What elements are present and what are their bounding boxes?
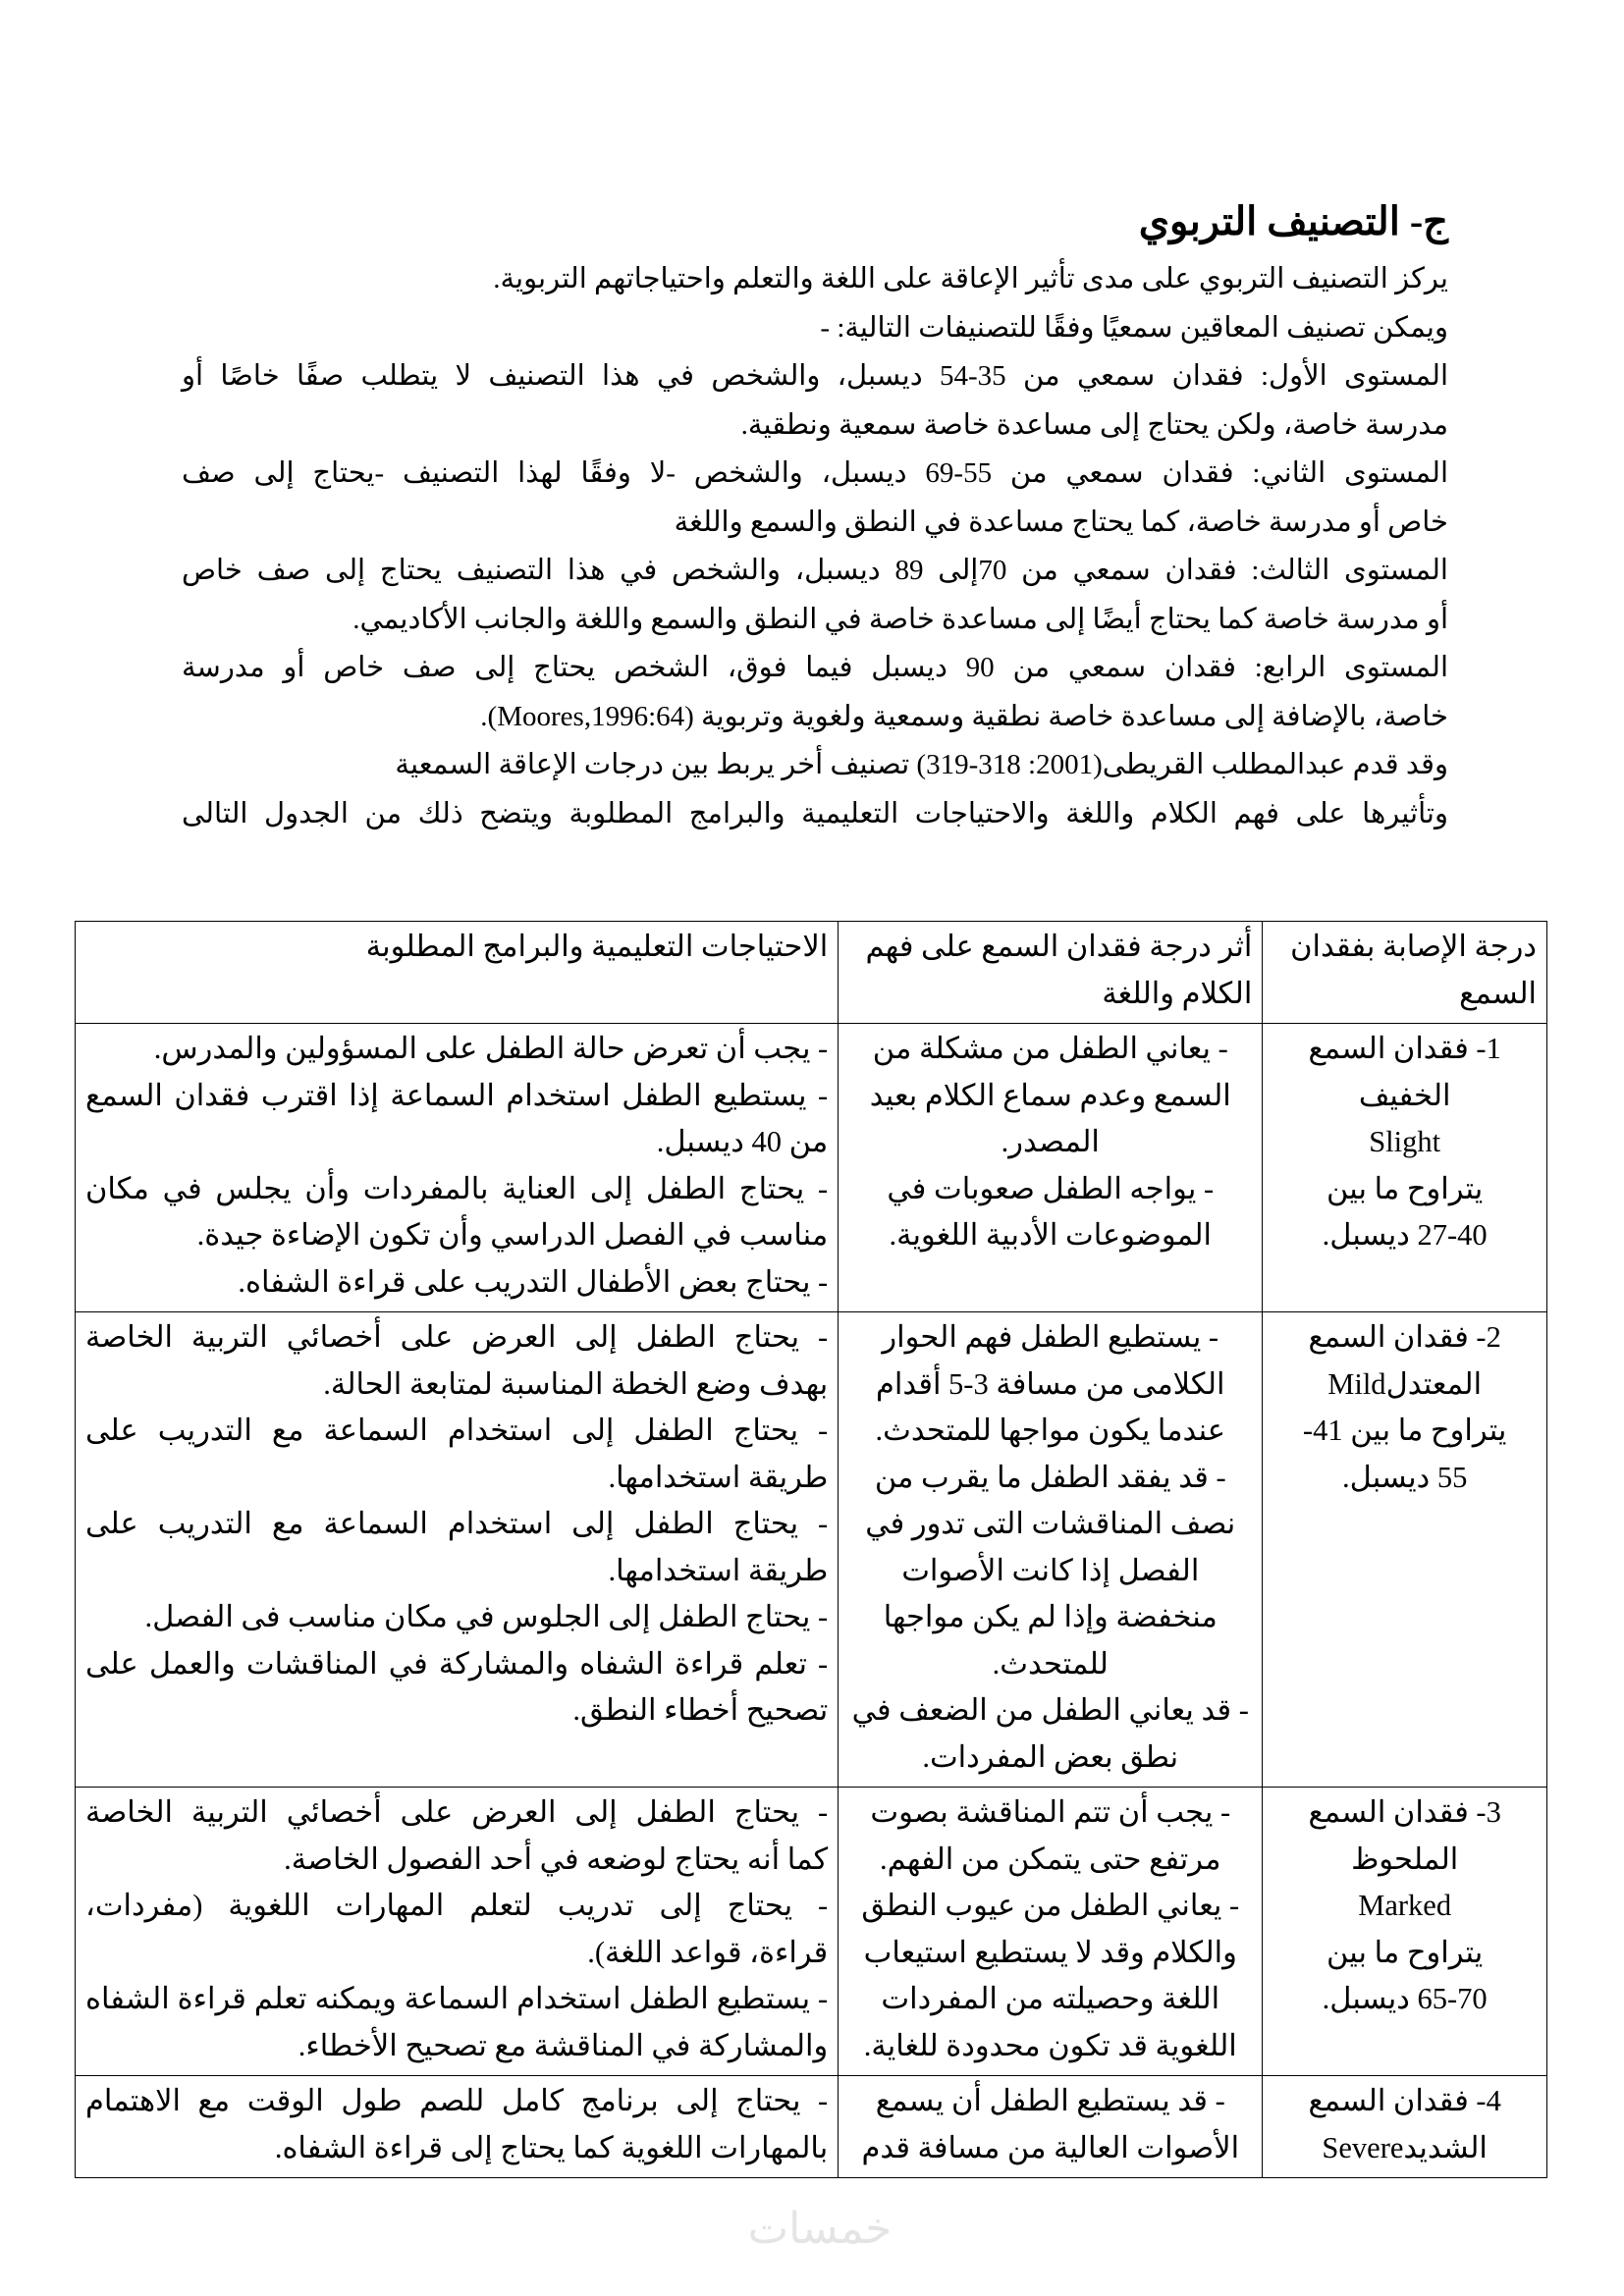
table-cell-needs: - يحتاج إلى برنامج كامل للصم طول الوقت مع الاهتمام بالمهارات اللغوية كما يحتاج إلى قراءة الشفاه. <box>76 2076 839 2178</box>
table-row <box>76 2076 1547 2178</box>
paragraph-line: أو مدرسة خاصة كما يحتاج أيضًا إلى مساعدة خاصة في النطق والسمع واللغة والجانب الأكاديمي. <box>352 603 1448 635</box>
table-cell-needs: - يجب أن تعرض حالة الطفل على المسؤولين والمدرس. - يستطيع الطفل استخدام السماعة إذا اقترب فقدان السمع من 40 ديسبل. - يحتاج الطفل إلى العناية بالمفردات وأن يجلس في مكان مناسب في الفصل الدراسي وأن تكون الإضاءة جيدة. - يحتاج بعض الأطفال التدريب على قراءة الشفاه. <box>76 1024 839 1312</box>
table-header-row <box>76 922 1547 1024</box>
hearing-loss-table <box>75 921 1547 2178</box>
table-cell-effect: - يعاني الطفل من مشكلة من السمع وعدم سماع الكلام بعيد المصدر. - يواجه الطفل صعوبات في الموضوعات الأدبية اللغوية. <box>839 1024 1263 1312</box>
paragraph-line: المستوى الأول: فقدان سمعي من 35-54 ديسبل، والشخص في هذا التصنيف لا يتطلب صفًا خاصًا أو <box>182 360 1448 392</box>
table-cell-effect: - قد يستطيع الطفل أن يسمع الأصوات العالية من مسافة قدم <box>839 2076 1263 2178</box>
document-text <box>182 196 1448 838</box>
header-cell-needs: الاحتياجات التعليمية والبرامج المطلوبة <box>76 922 839 1024</box>
table-cell-effect: - يجب أن تتم المناقشة بصوت مرتفع حتى يتمكن من الفهم. - يعاني الطفل من عيوب النطق والكلام وقد لا يستطيع استيعاب اللغة وحصيلته من المفردات اللغوية قد تكون محدودة للغاية. <box>839 1788 1263 2076</box>
table-row <box>76 1024 1547 1312</box>
table-row <box>76 1312 1547 1788</box>
header-cell-degree: درجة الإصابة بفقدان السمع <box>1263 922 1547 1024</box>
paragraph-line: المستوى الرابع: فقدان سمعي من 90 ديسبل فيما فوق، الشخص يحتاج إلى صف خاص أو مدرسة <box>182 652 1448 683</box>
paragraph-line: وتأثيرها على فهم الكلام واللغة والاحتياجات التعليمية والبرامج المطلوبة ويتضح ذلك من الجدول التالى <box>182 797 1448 829</box>
paragraph-line: خاصة، بالإضافة إلى مساعدة خاصة نطقية وسمعية ولغوية وتربوية (Moores,1996:64). <box>480 700 1448 732</box>
paragraph-line: خاص أو مدرسة خاصة، كما يحتاج مساعدة في النطق والسمع واللغة <box>674 506 1448 538</box>
table-cell-needs: - يحتاج الطفل إلى العرض على أخصائي التربية الخاصة كما أنه يحتاج لوضعه في أحد الفصول الخاصة. - يحتاج إلى تدريب لتعلم المهارات اللغوية (مفردات، قراءة، قواعد اللغة). - يستطيع الطفل استخدام السماعة ويمكنه تعلم قراءة الشفاه والمشاركة في المناقشة مع تصحيح الأخطاء. <box>76 1788 839 2076</box>
table-cell-degree: 4- فقدان السمع الشديدSevere <box>1263 2076 1547 2178</box>
paragraph-line: يركز التصنيف التربوي على مدى تأثير الإعاقة على اللغة والتعلم واحتياجاتهم التربوية. <box>493 263 1448 294</box>
table-cell-degree: 2- فقدان السمع المعتدلMild يتراوح ما بين 41- 55 ديسبل. <box>1263 1312 1547 1788</box>
paragraph-line: المستوى الثالث: فقدان سمعي من 70إلى 89 ديسبل، والشخص في هذا التصنيف يحتاج إلى صف خاص <box>182 555 1448 586</box>
table-row <box>76 1788 1547 2076</box>
paragraph-line: مدرسة خاصة، ولكن يحتاج إلى مساعدة خاصة سمعية ونطقية. <box>740 408 1448 441</box>
table-cell-degree: 1- فقدان السمع الخفيف Slight يتراوح ما بين 27-40 ديسبل. <box>1263 1024 1547 1312</box>
paragraph-line: المستوى الثاني: فقدان سمعي من 55-69 ديسبل، والشخص -لا وفقًا لهذا التصنيف -يحتاج إلى صف <box>182 457 1448 489</box>
watermark-logo: خمسات <box>747 2204 893 2254</box>
header-cell-effect: أثر درجة فقدان السمع على فهم الكلام واللغة <box>839 922 1263 1024</box>
paragraph-line: وقد قدم عبدالمطلب القريطى(2001: 318-319) تصنيف أخر يربط بين درجات الإعاقة السمعية <box>395 749 1448 780</box>
table-cell-needs: - يحتاج الطفل إلى العرض على أخصائي التربية الخاصة بهدف وضع الخطة المناسبة لمتابعة الحالة. - يحتاج الطفل إلى استخدام السماعة مع التدريب على طريقة استخدامها. - يحتاج الطفل إلى استخدام السماعة مع التدريب على طريقة استخدامها. - يحتاج الطفل إلى الجلوس في مكان مناسب فى الفصل. - تعلم قراءة الشفاه والمشاركة في المناقشات والعمل على تصحيح أخطاء النطق. <box>76 1312 839 1788</box>
paragraph-line: ويمكن تصنيف المعاقين سمعيًا وفقًا للتصنيفات التالية: - <box>820 311 1448 344</box>
section-title: ج- التصنيف التربوي <box>1138 199 1448 243</box>
table-cell-effect: - يستطيع الطفل فهم الحوار الكلامى من مسافة 3-5 أقدام عندما يكون مواجها للمتحدث. - قد يفقد الطفل ما يقرب من نصف المناقشات التى تدور في الفصل إذا كانت الأصوات منخفضة وإذا لم يكن مواجها للمتحدث. - قد يعاني الطفل من الضعف في نطق بعض المفردات. <box>839 1312 1263 1788</box>
table-cell-degree: 3- فقدان السمع الملحوظ Marked يتراوح ما بين 65-70 ديسبل. <box>1263 1788 1547 2076</box>
